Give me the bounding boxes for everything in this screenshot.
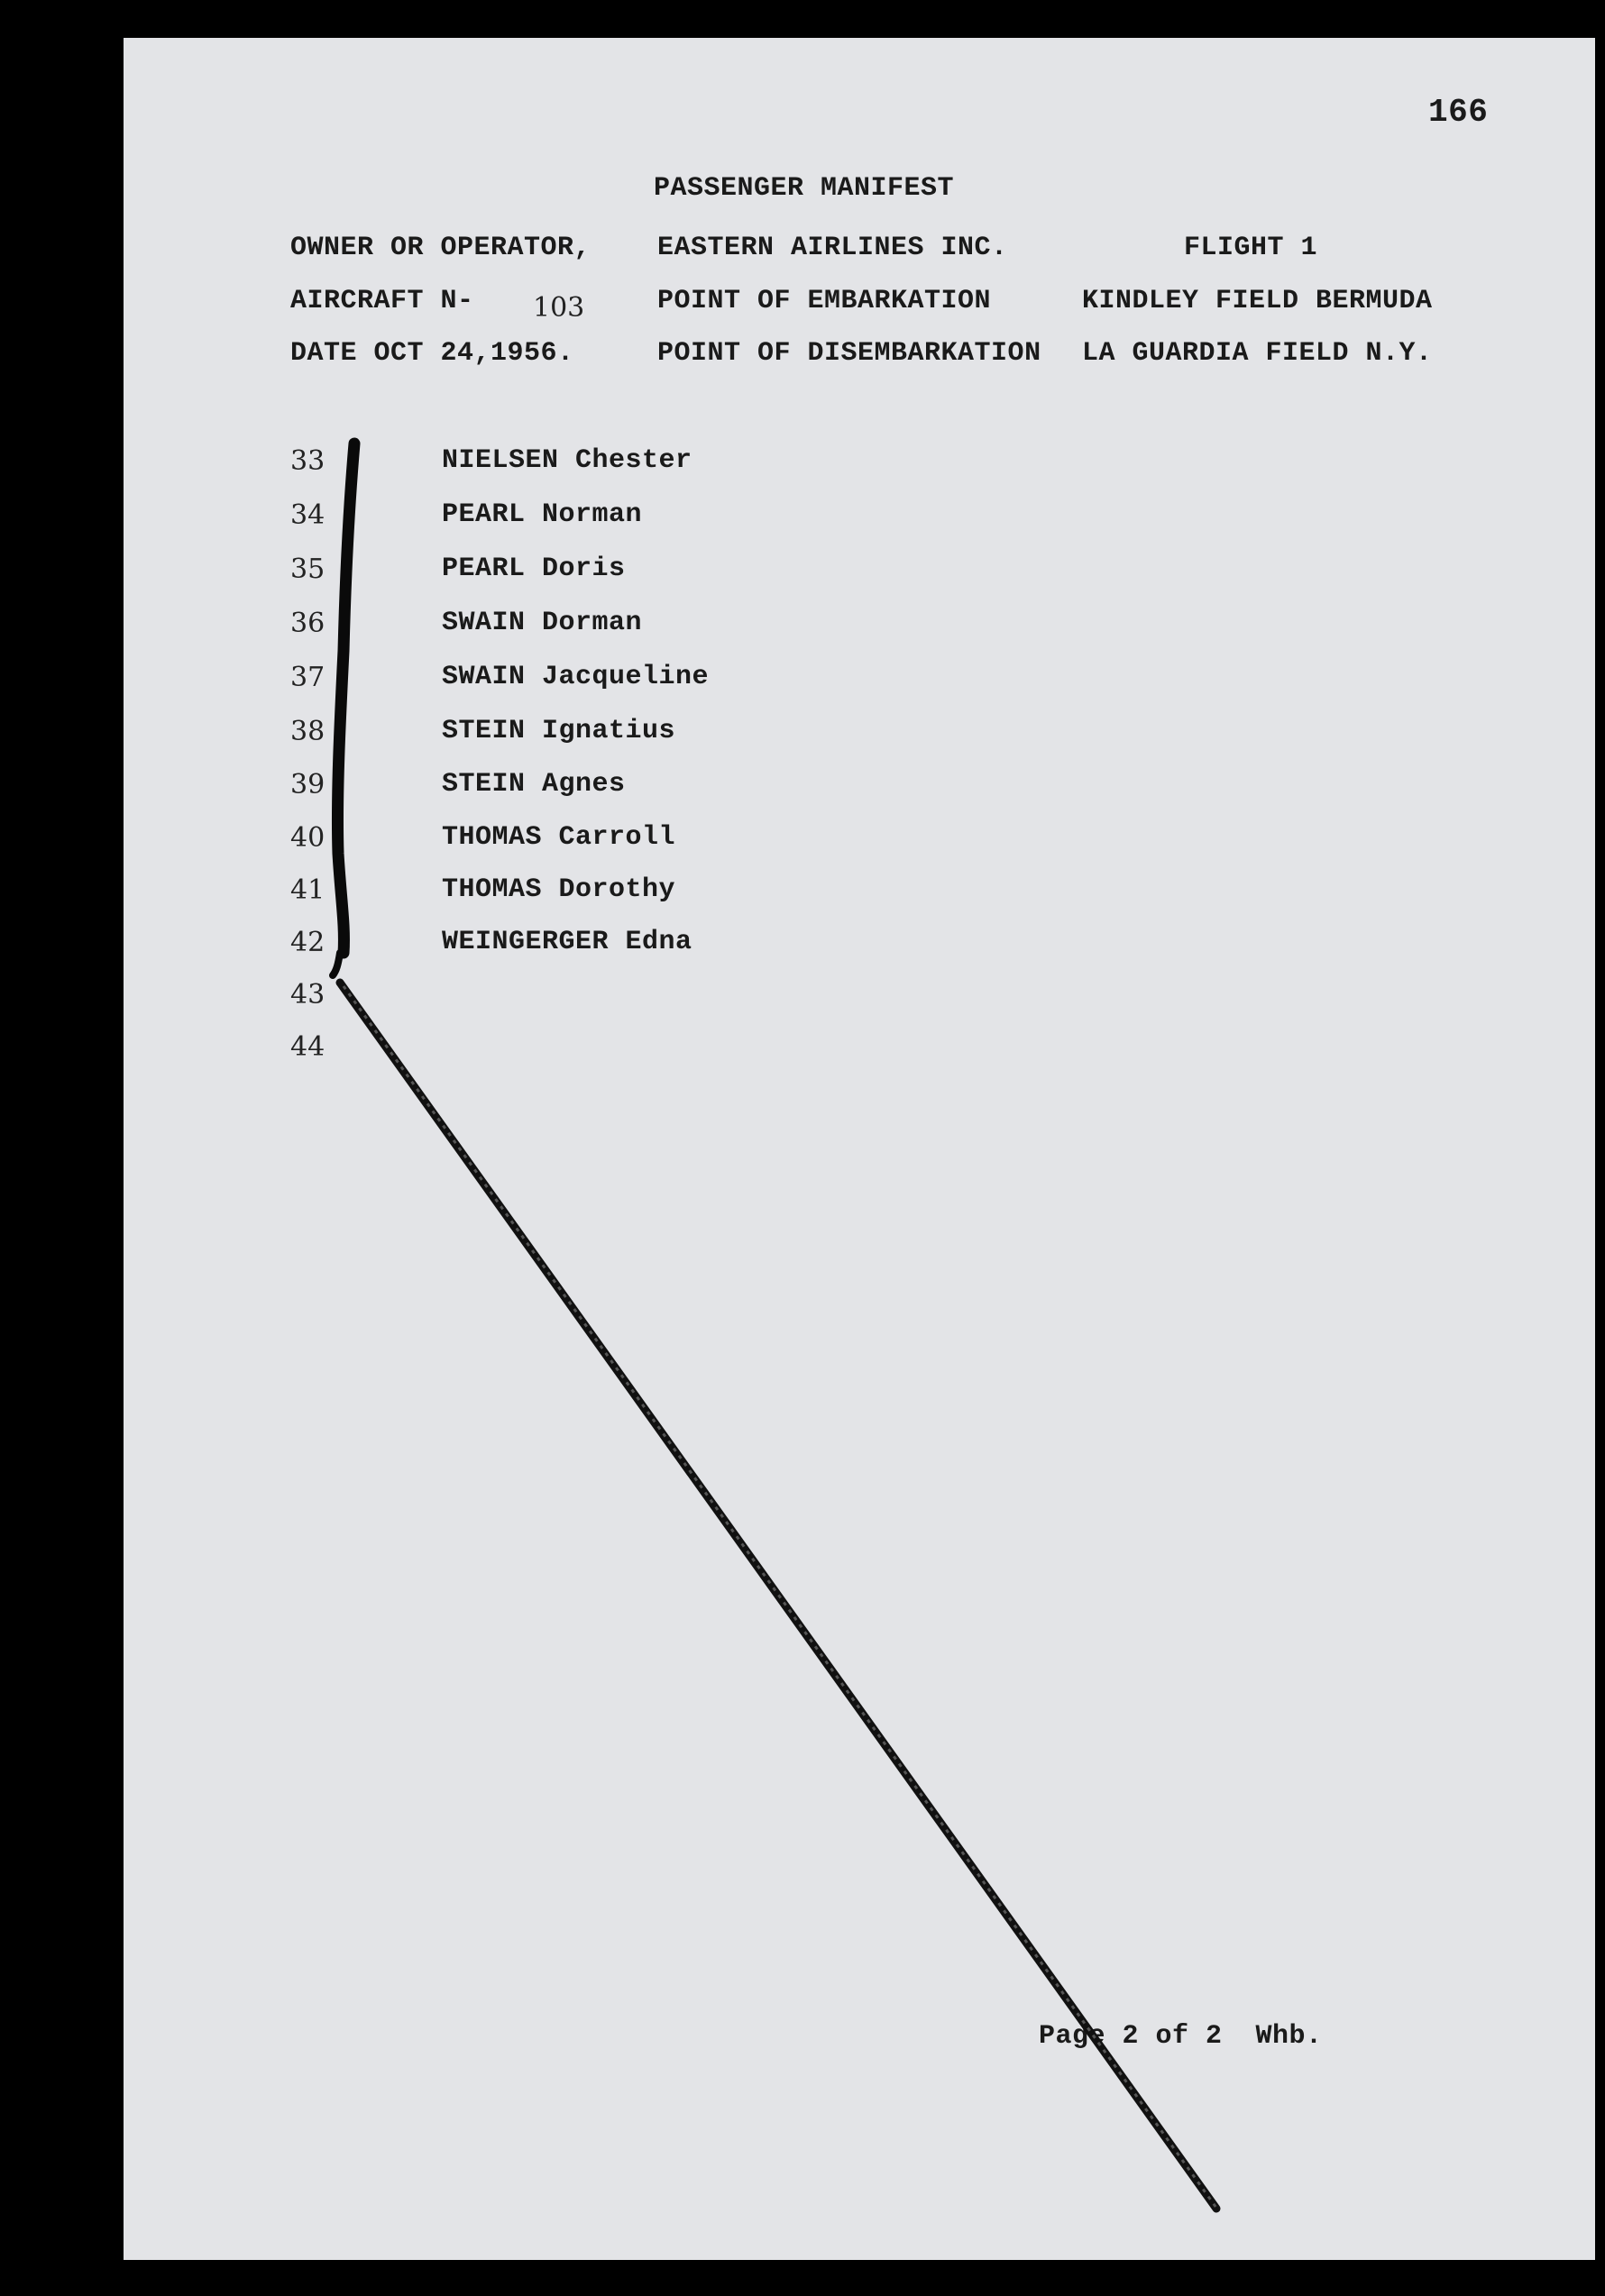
flight-number: FLIGHT 1 <box>1184 233 1318 263</box>
passenger-name: STEIN Agnes <box>442 769 626 800</box>
bracket-tail <box>333 953 340 975</box>
row-number: 38 <box>290 716 326 747</box>
passenger-name: NIELSEN Chester <box>442 445 692 476</box>
row-number: 39 <box>290 769 326 800</box>
row-number: 43 <box>290 979 326 1011</box>
disembarkation-label: POINT OF DISEMBARKATION <box>657 338 1041 369</box>
row-number: 40 <box>290 822 326 854</box>
passenger-name: STEIN Ignatius <box>442 716 676 746</box>
aircraft-label: AIRCRAFT N- <box>290 286 474 316</box>
owner-label: OWNER OR OPERATOR, <box>290 233 592 263</box>
row-number: 34 <box>290 499 326 531</box>
passenger-name: SWAIN Jacqueline <box>442 662 710 692</box>
page-number: 166 <box>1428 94 1489 131</box>
passenger-name: PEARL Doris <box>442 553 626 584</box>
row-number: 35 <box>290 553 326 585</box>
aircraft-number: 103 <box>533 292 585 324</box>
page-footer: Page 2 of 2 Whb. <box>1039 2021 1323 2052</box>
row-number: 42 <box>290 927 326 958</box>
passenger-name: WEINGERGER Edna <box>442 927 692 957</box>
passenger-name: SWAIN Dorman <box>442 608 643 638</box>
row-number: 37 <box>290 662 326 693</box>
pen-marks <box>124 38 1595 2260</box>
page-title: PASSENGER MANIFEST <box>654 173 955 204</box>
row-number: 44 <box>290 1031 326 1063</box>
bracket-line <box>337 444 354 953</box>
disembarkation-value: LA GUARDIA FIELD N.Y. <box>1082 338 1433 369</box>
passenger-name: THOMAS Carroll <box>442 822 676 853</box>
embarkation-label: POINT OF EMBARKATION <box>657 286 992 316</box>
manifest-page <box>124 38 1595 2260</box>
embarkation-value: KINDLEY FIELD BERMUDA <box>1082 286 1433 316</box>
date-label: DATE OCT 24,1956. <box>290 338 574 369</box>
passenger-name: THOMAS Dorothy <box>442 874 676 905</box>
row-number: 36 <box>290 608 326 639</box>
passenger-name: PEARL Norman <box>442 499 643 530</box>
row-number: 41 <box>290 874 326 906</box>
owner-value: EASTERN AIRLINES INC. <box>657 233 1008 263</box>
row-number: 33 <box>290 445 326 477</box>
